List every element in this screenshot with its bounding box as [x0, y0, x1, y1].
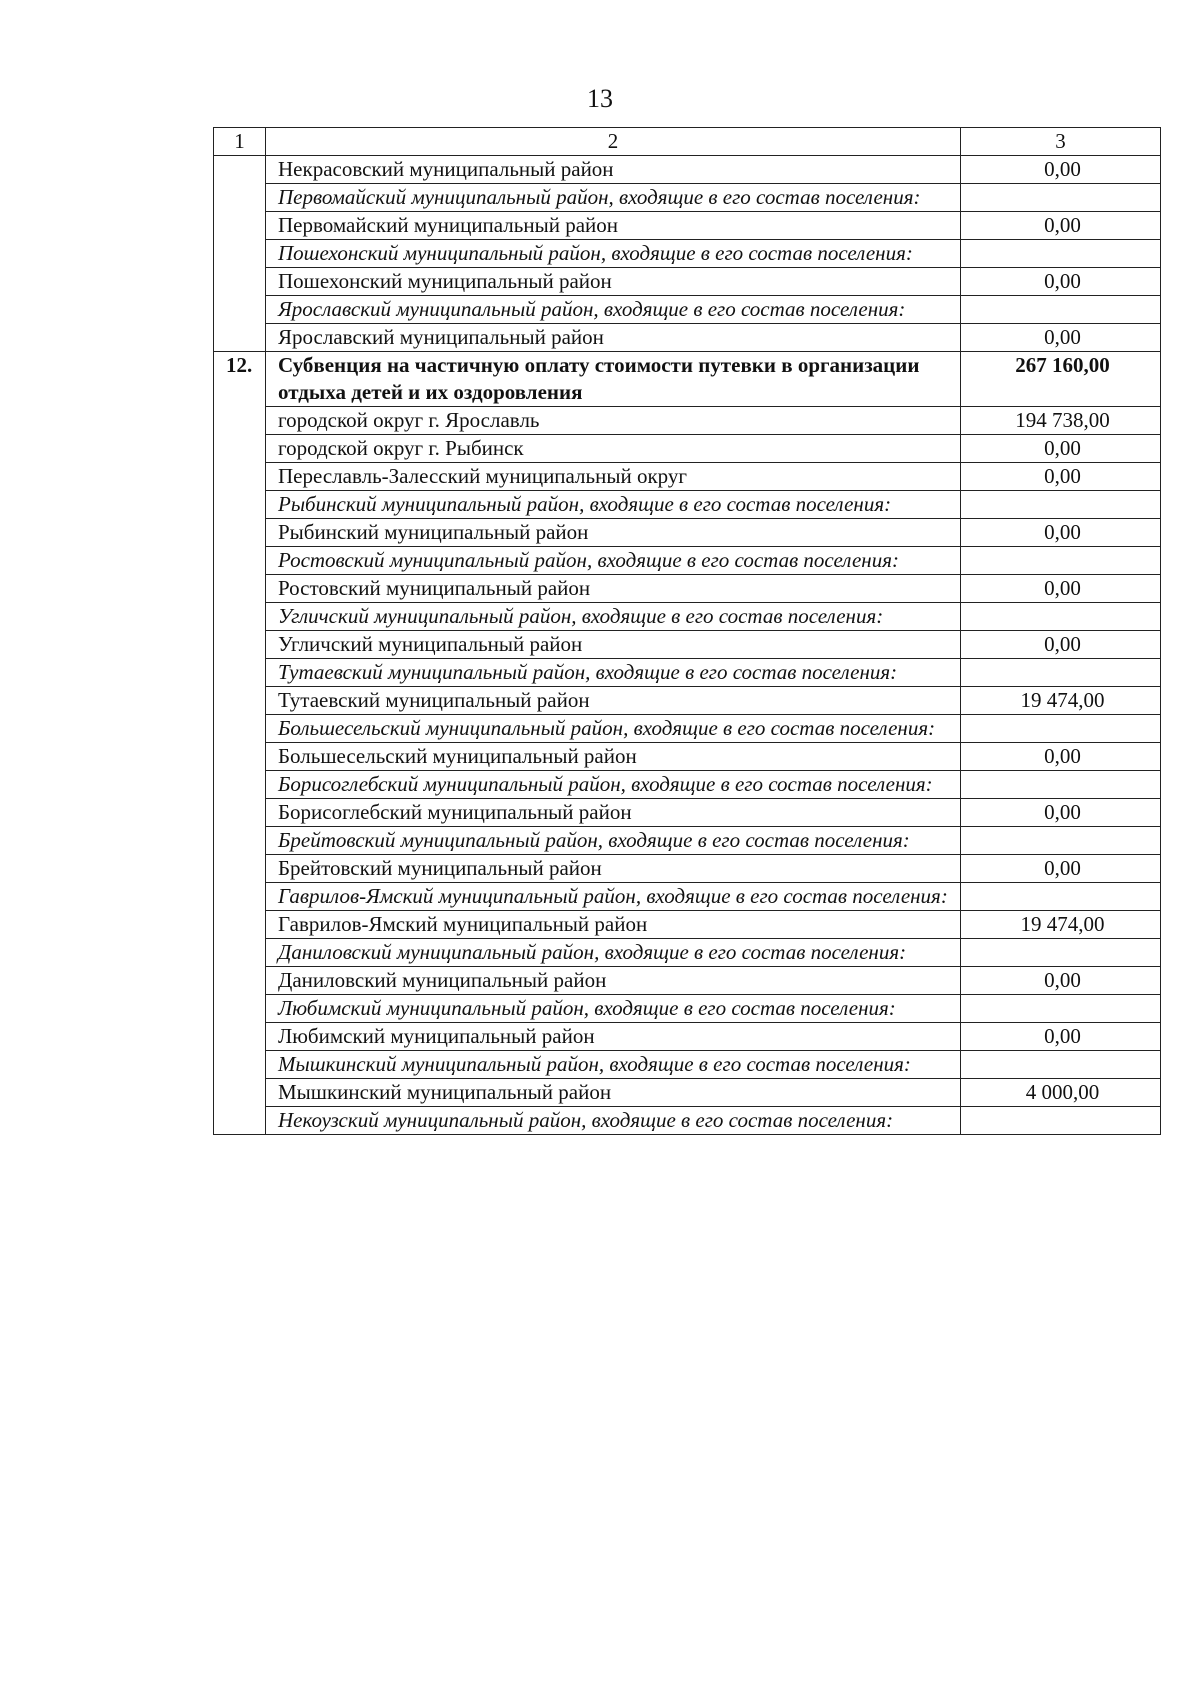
table-header-row [214, 128, 1161, 156]
data-table [213, 127, 1161, 1135]
row-value-cell [961, 771, 1161, 799]
row-name-cell: Рыбинский муниципальный район, входящие в его состав поселения: [266, 491, 961, 519]
row-value-cell: 19 474,00 [961, 687, 1161, 715]
row-name-cell: Даниловский муниципальный район, входящие в его состав поселения: [266, 939, 961, 967]
row-value-cell [961, 603, 1161, 631]
table-row [214, 631, 1161, 659]
row-value-cell: 0,00 [961, 519, 1161, 547]
table-row [214, 1079, 1161, 1107]
table-row [214, 519, 1161, 547]
row-value-cell [961, 1107, 1161, 1135]
row-name-cell: Некоузский муниципальный район, входящие в его состав поселения: [266, 1107, 961, 1135]
row-value-cell [961, 184, 1161, 212]
table-row [214, 296, 1161, 324]
row-value-cell: 0,00 [961, 631, 1161, 659]
row-value-cell: 0,00 [961, 435, 1161, 463]
row-value-cell: 0,00 [961, 156, 1161, 184]
row-index-cell [214, 156, 266, 352]
row-index-cell: 12. [214, 352, 266, 1135]
table-row [214, 911, 1161, 939]
row-name-cell: городской округ г. Ярославль [266, 407, 961, 435]
row-name-cell: Большесельский муниципальный район, входящие в его состав поселения: [266, 715, 961, 743]
table-row [214, 407, 1161, 435]
row-value-cell [961, 995, 1161, 1023]
table-row [214, 883, 1161, 911]
row-name-cell: Ростовский муниципальный район [266, 575, 961, 603]
row-value-cell [961, 715, 1161, 743]
header-col-3: 3 [961, 128, 1161, 156]
table-row [214, 603, 1161, 631]
row-name-cell: Мышкинский муниципальный район [266, 1079, 961, 1107]
table-row [214, 184, 1161, 212]
row-value-cell: 0,00 [961, 463, 1161, 491]
row-name-cell: Любимский муниципальный район, входящие в его состав поселения: [266, 995, 961, 1023]
table-row [214, 1023, 1161, 1051]
row-name-cell: Угличский муниципальный район [266, 631, 961, 659]
row-value-cell [961, 240, 1161, 268]
row-name-cell: Рыбинский муниципальный район [266, 519, 961, 547]
row-value-cell: 0,00 [961, 212, 1161, 240]
row-name-cell: Некрасовский муниципальный район [266, 156, 961, 184]
table-row [214, 995, 1161, 1023]
row-name-cell: Ярославский муниципальный район, входящие в его состав поселения: [266, 296, 961, 324]
header-col-1: 1 [214, 128, 266, 156]
row-name-cell: Брейтовский муниципальный район, входящие в его состав поселения: [266, 827, 961, 855]
row-value-cell: 19 474,00 [961, 911, 1161, 939]
row-name-cell: Первомайский муниципальный район [266, 212, 961, 240]
page-number: 13 [587, 84, 613, 113]
table-row [214, 687, 1161, 715]
row-name-cell: Брейтовский муниципальный район [266, 855, 961, 883]
table-row [214, 967, 1161, 995]
table-row [214, 435, 1161, 463]
row-name-cell: Гаврилов-Ямский муниципальный район [266, 911, 961, 939]
row-value-cell: 0,00 [961, 967, 1161, 995]
row-name-cell: Переславль-Залесский муниципальный округ [266, 463, 961, 491]
table-body [214, 156, 1161, 1135]
table-row [214, 575, 1161, 603]
row-value-cell [961, 296, 1161, 324]
table-row [214, 939, 1161, 967]
table-row [214, 1051, 1161, 1079]
table-row [214, 240, 1161, 268]
table-row [214, 855, 1161, 883]
table-row [214, 463, 1161, 491]
row-name-cell: Борисоглебский муниципальный район, входящие в его состав поселения: [266, 771, 961, 799]
row-value-cell: 0,00 [961, 743, 1161, 771]
table-row [214, 352, 1161, 407]
table-row [214, 771, 1161, 799]
header-col-2: 2 [266, 128, 961, 156]
row-value-cell [961, 883, 1161, 911]
row-value-cell: 267 160,00 [961, 352, 1161, 407]
table-row [214, 491, 1161, 519]
row-value-cell [961, 1051, 1161, 1079]
row-name-cell: Гаврилов-Ямский муниципальный район, входящие в его состав поселения: [266, 883, 961, 911]
row-value-cell: 0,00 [961, 799, 1161, 827]
row-value-cell [961, 547, 1161, 575]
row-name-cell: Тутаевский муниципальный район, входящие в его состав поселения: [266, 659, 961, 687]
table-row [214, 156, 1161, 184]
table-row [214, 547, 1161, 575]
table-row [214, 324, 1161, 352]
row-value-cell: 0,00 [961, 324, 1161, 352]
row-name-cell: Субвенция на частичную оплату стоимости путевки в организации отдыха детей и их оздоровления [266, 352, 961, 407]
row-name-cell: Первомайский муниципальный район, входящие в его состав поселения: [266, 184, 961, 212]
row-name-cell: Пошехонский муниципальный район, входящие в его состав поселения: [266, 240, 961, 268]
table-row [214, 827, 1161, 855]
table-row [214, 1107, 1161, 1135]
row-value-cell: 0,00 [961, 855, 1161, 883]
row-name-cell: городской округ г. Рыбинск [266, 435, 961, 463]
row-name-cell: Мышкинский муниципальный район, входящие в его состав поселения: [266, 1051, 961, 1079]
row-name-cell: Пошехонский муниципальный район [266, 268, 961, 296]
row-name-cell: Даниловский муниципальный район [266, 967, 961, 995]
row-name-cell: Угличский муниципальный район, входящие в его состав поселения: [266, 603, 961, 631]
row-name-cell: Борисоглебский муниципальный район [266, 799, 961, 827]
table-row [214, 268, 1161, 296]
row-value-cell: 194 738,00 [961, 407, 1161, 435]
table-row [214, 715, 1161, 743]
table-row [214, 212, 1161, 240]
table-row [214, 743, 1161, 771]
row-name-cell: Ярославский муниципальный район [266, 324, 961, 352]
row-name-cell: Ростовский муниципальный район, входящие в его состав поселения: [266, 547, 961, 575]
table-row [214, 799, 1161, 827]
row-name-cell: Тутаевский муниципальный район [266, 687, 961, 715]
row-value-cell [961, 659, 1161, 687]
row-value-cell: 4 000,00 [961, 1079, 1161, 1107]
row-value-cell: 0,00 [961, 575, 1161, 603]
row-value-cell: 0,00 [961, 268, 1161, 296]
row-value-cell [961, 491, 1161, 519]
row-value-cell: 0,00 [961, 1023, 1161, 1051]
row-name-cell: Любимский муниципальный район [266, 1023, 961, 1051]
row-value-cell [961, 939, 1161, 967]
row-value-cell [961, 827, 1161, 855]
table-row [214, 659, 1161, 687]
row-name-cell: Большесельский муниципальный район [266, 743, 961, 771]
